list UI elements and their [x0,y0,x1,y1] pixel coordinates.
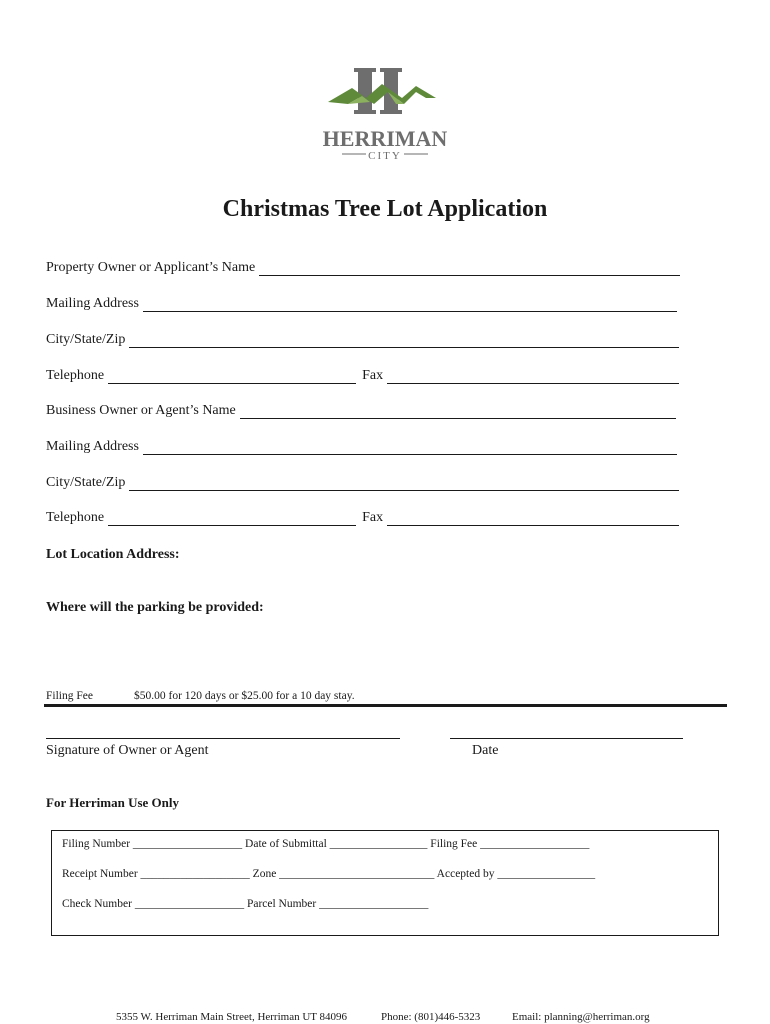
footer-address: 5355 W. Herriman Main Street, Herriman UT 84096 [116,1011,348,1023]
mailing-address-row-2 [46,439,677,455]
date-line[interactable] [450,738,683,739]
mailing-address-field-1[interactable] [143,297,677,312]
footer-phone: Phone: (801)446-5323 [381,1011,481,1023]
office-row-1: Filing Number ___________________ Date of Submittal _________________ Filing Fee ___________________ [62,838,590,850]
business-owner-row [46,403,676,419]
mailing-address-label-1: Mailing Address [46,296,139,311]
telephone-fax-row-2 [46,510,679,526]
telephone-fax-row-1 [46,368,679,384]
telephone-label-2: Telephone [46,510,105,525]
logo-subtitle: CITY [368,150,402,162]
logo-wordmark: HERRIMAN [322,126,448,151]
city-state-zip-row-2 [46,475,679,491]
herriman-city-logo [318,64,452,166]
page-title: Christmas Tree Lot Application [222,196,548,222]
footer-email: Email: planning@herriman.org [512,1011,650,1023]
section-divider [44,704,727,707]
filing-fee-text: $50.00 for 120 days or $25.00 for a 10 day stay. [134,690,355,702]
office-use-heading: For Herriman Use Only [46,795,179,810]
signature-label: Signature of Owner or Agent [46,743,209,758]
office-use-box [51,830,719,936]
office-row-2: Receipt Number ___________________ Zone ___________________________ Accepted by _________________ [62,868,596,880]
city-state-zip-label-2: City/State/Zip [46,475,126,490]
filing-fee-label: Filing Fee [46,690,93,702]
city-state-zip-field-2[interactable] [129,476,679,491]
telephone-field-2[interactable] [108,511,356,526]
mailing-address-label-2: Mailing Address [46,439,139,454]
owner-name-row [46,260,680,276]
office-row-3: Check Number ___________________ Parcel Number ___________________ [62,898,429,910]
lot-location-label: Lot Location Address: [46,547,180,562]
telephone-field-1[interactable] [108,369,356,384]
owner-name-field[interactable] [259,261,680,276]
parking-label: Where will the parking be provided: [46,600,264,615]
owner-name-label: Property Owner or Applicant’s Name [46,260,256,275]
mailing-address-field-2[interactable] [143,440,677,455]
city-state-zip-row-1 [46,332,679,348]
business-owner-label: Business Owner or Agent’s Name [46,403,236,418]
date-label: Date [472,743,499,758]
city-state-zip-label-1: City/State/Zip [46,332,126,347]
fax-label-1: Fax [362,368,384,383]
signature-line[interactable] [46,738,400,739]
fax-label-2: Fax [362,510,384,525]
mailing-address-row-1 [46,296,677,312]
city-state-zip-field-1[interactable] [129,333,679,348]
business-owner-field[interactable] [240,404,676,419]
fax-field-2[interactable] [387,511,679,526]
fax-field-1[interactable] [387,369,679,384]
telephone-label-1: Telephone [46,368,105,383]
